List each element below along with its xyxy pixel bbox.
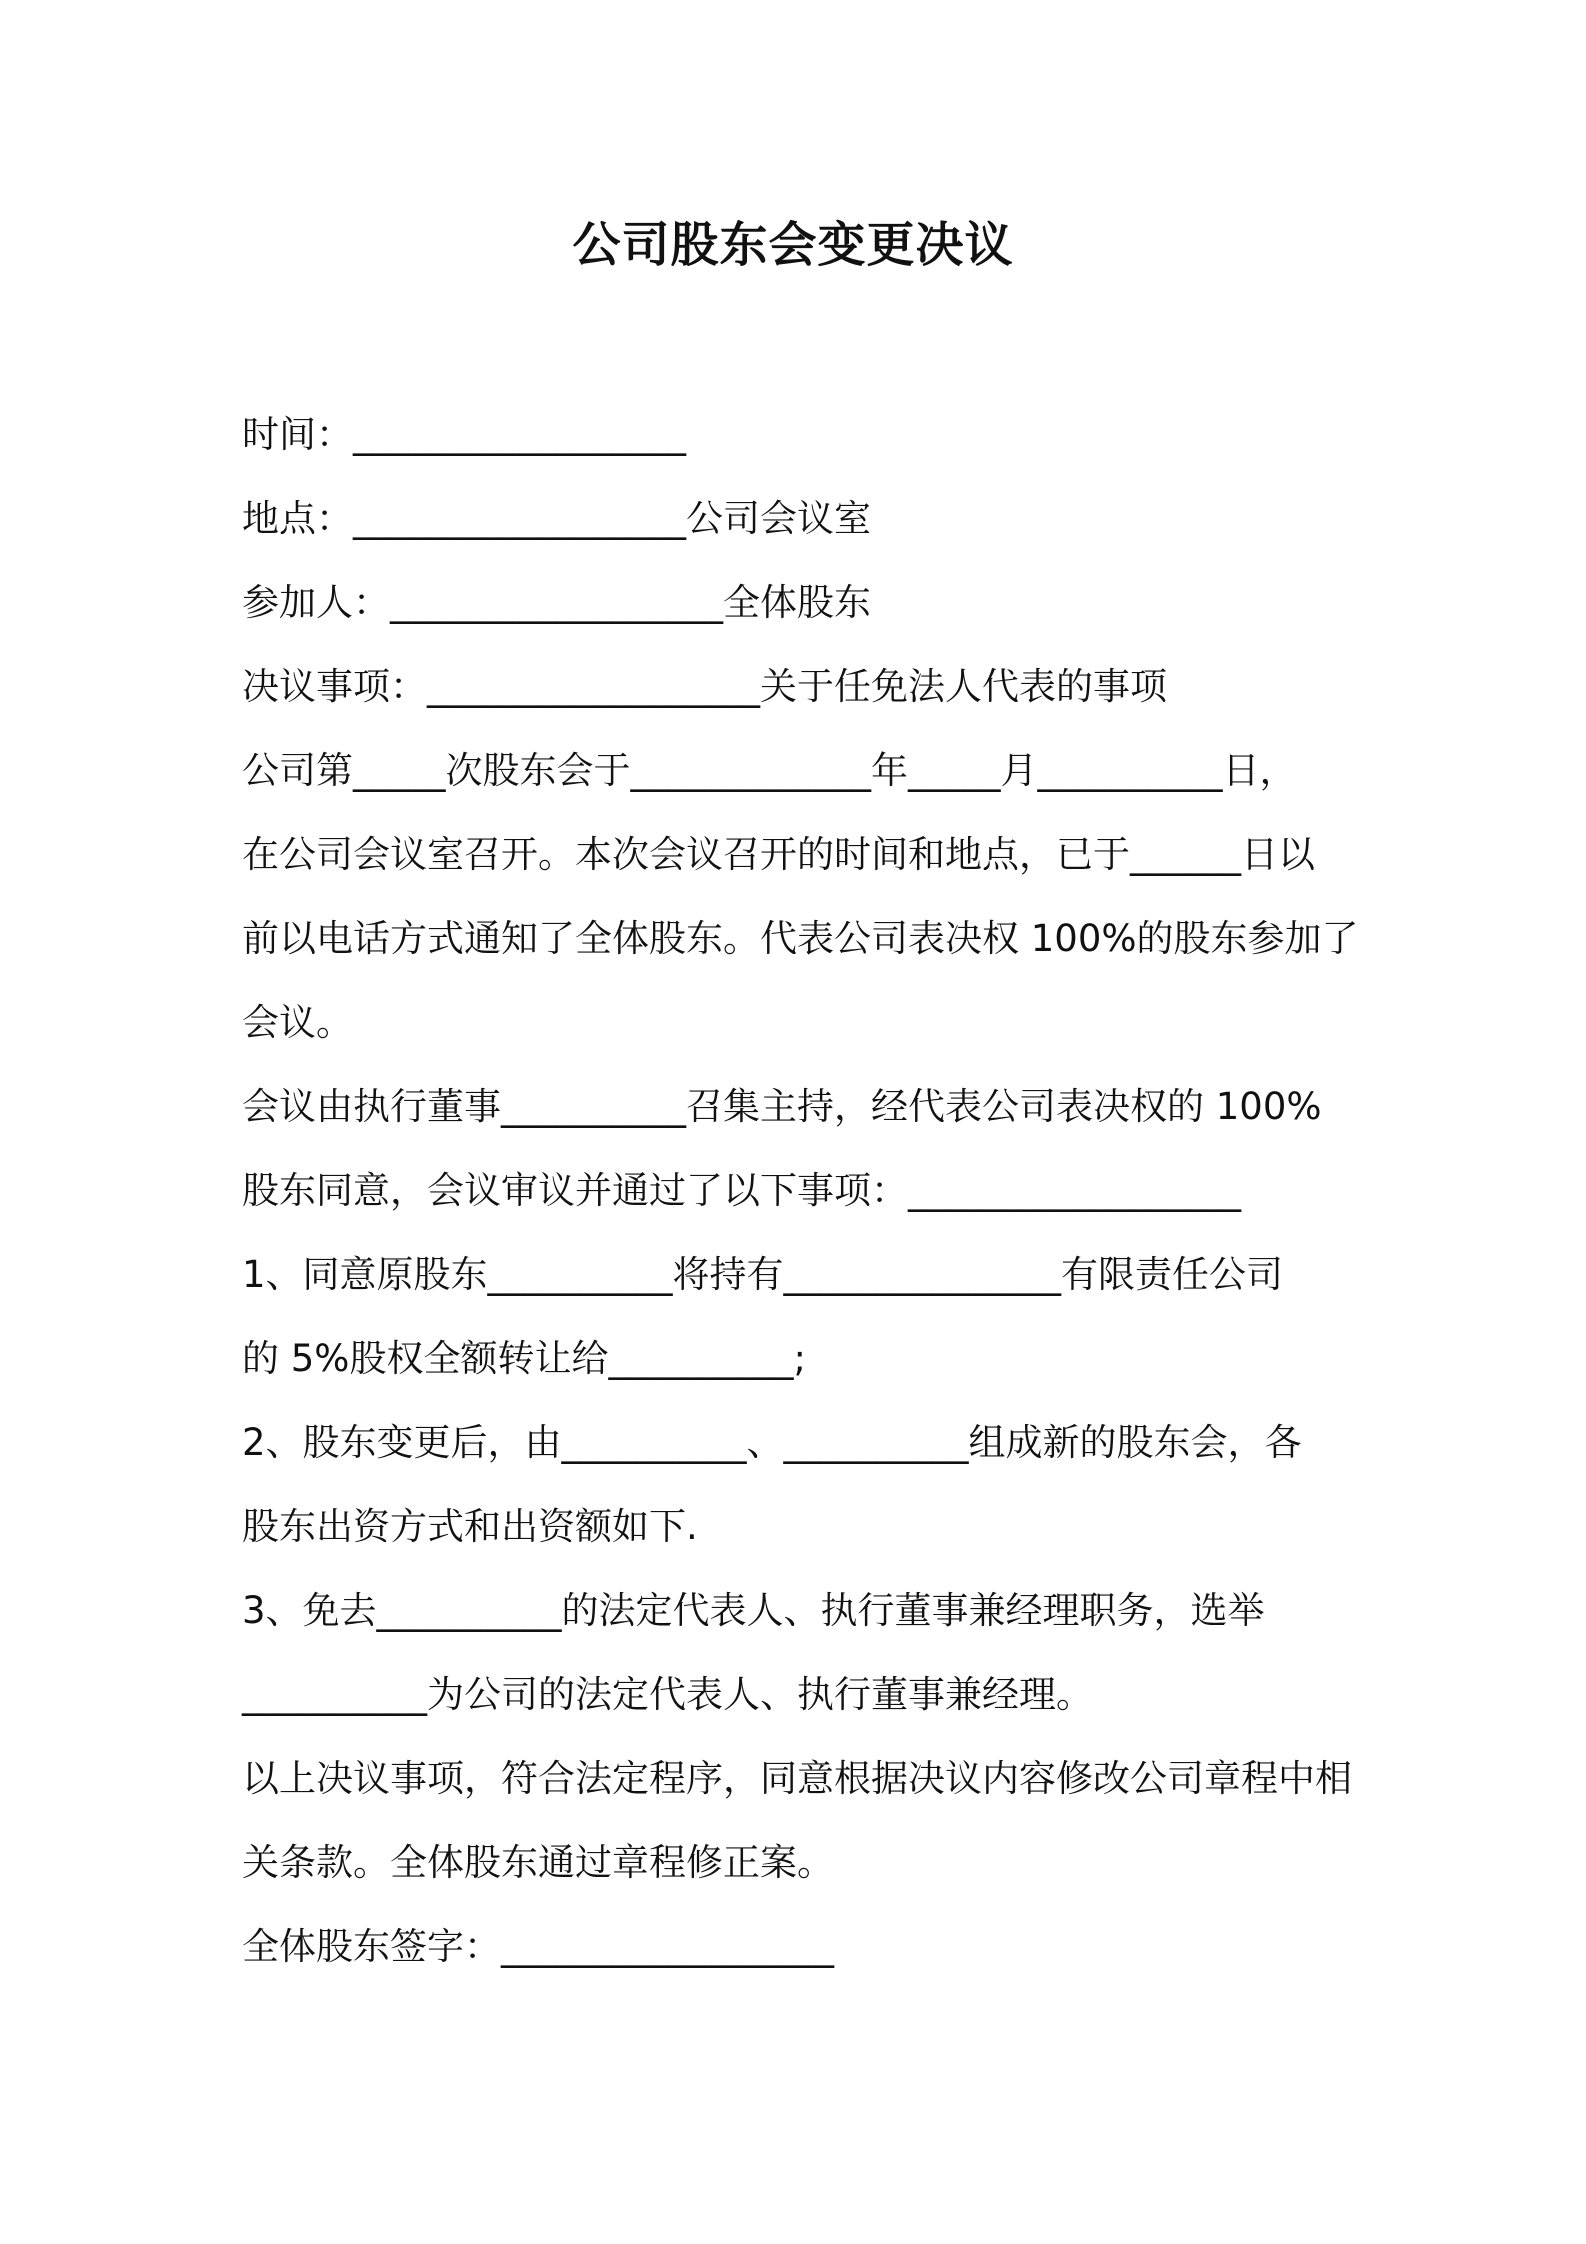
item-3-line: __________为公司的法定代表人、执行董事兼经理。 xyxy=(242,1673,1093,1716)
item-1-line: 1、同意原股东__________将持有_______________有限责任公司 xyxy=(242,1253,1284,1296)
item-3-line: 3、免去__________的法定代表人、执行董事兼经理职务，选举 xyxy=(242,1589,1265,1632)
conclusion-line: 以上决议事项，符合法定程序，同意根据决议内容修改公司章程中相 xyxy=(242,1757,1352,1800)
item-2-line: 2、股东变更后，由__________、__________组成新的股东会，各 xyxy=(242,1421,1302,1464)
item-1-line: 的 5%股权全额转让给__________; xyxy=(242,1337,806,1380)
body-line: 股东同意，会议审议并通过了以下事项：__________________ xyxy=(242,1169,1241,1212)
time-line: 时间：__________________ xyxy=(242,413,686,456)
body-line: 在公司会议室召开。本次会议召开的时间和地点，已于______日以 xyxy=(242,833,1315,876)
signature-line: 全体股东签字：__________________ xyxy=(242,1925,834,1968)
document-title: 公司股东会变更决议 xyxy=(572,217,1014,273)
item-2-line: 股东出资方式和出资额如下. xyxy=(242,1505,698,1548)
conclusion-line: 关条款。全体股东通过章程修正案。 xyxy=(242,1841,834,1884)
body-line: 前以电话方式通知了全体股东。代表公司表决权 100%的股东参加了 xyxy=(242,917,1359,960)
resolution-matter-line: 决议事项：__________________关于任免法人代表的事项 xyxy=(242,665,1167,708)
body-line: 公司第_____次股东会于_____________年_____月__________日， xyxy=(242,749,1297,792)
location-line: 地点：__________________公司会议室 xyxy=(242,497,871,540)
attendees-line: 参加人：__________________全体股东 xyxy=(242,581,871,624)
body-line: 会议由执行董事__________召集主持，经代表公司表决权的 100% xyxy=(242,1085,1322,1128)
body-line: 会议。 xyxy=(242,1001,353,1044)
